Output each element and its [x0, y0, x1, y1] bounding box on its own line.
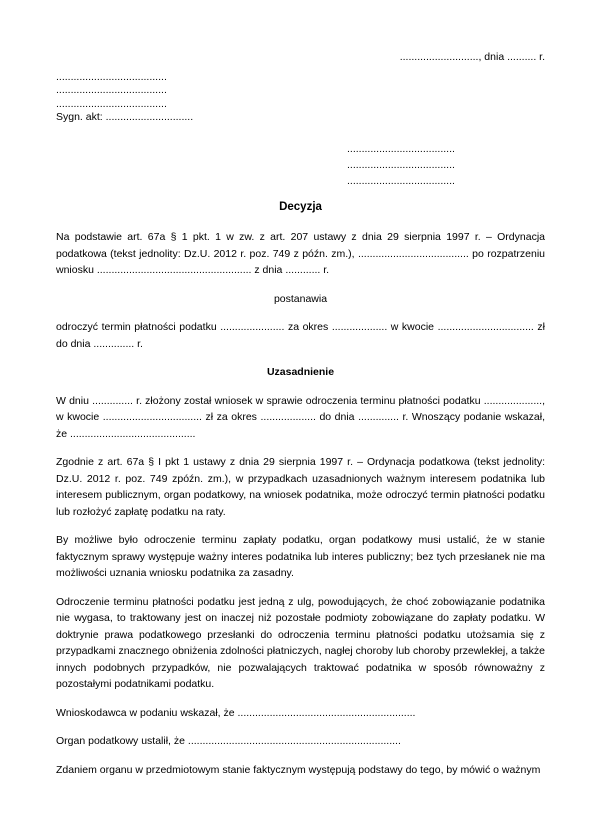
- paragraph-authority-finding: Organ podatkowy ustalił, że .........................................................................: [56, 735, 401, 747]
- sender-fill-line: ......................................: [56, 84, 167, 96]
- document-title: Decyzja: [279, 200, 322, 213]
- recipient-fill-line: .....................................: [347, 174, 455, 187]
- paragraph-conditions: By możliwe było odroczenie terminu zapłaty podatku, organ podatkowy musi ustalić, że w stanie faktycznym sprawy występuje ważny interes podatnika lub interes publiczny; bez tych przesłanek nie ma możliwości uznania wniosku podatnika za zasadny.: [56, 534, 545, 579]
- case-reference: Sygn. akt: ..............................: [56, 111, 194, 123]
- paragraph-legal-explanation: Zgodnie z art. 67a § I pkt 1 ustawy z dnia 29 sierpnia 1997 r. – Ordynacja podatkowa (tekst jednolity: Dz.U. 2012 r. poz. 749 zpóźn. zm.), w przypadkach uzasadnionych ważnym interesem podatnika lub interesem publicznym, organ podatkowy, na wniosek podatnika, może odroczyć termin płatności podatku lub rozłożyć zapłatę podatku na raty.: [56, 456, 545, 518]
- recipient-block: [347, 141, 545, 189]
- paragraph-legal-basis: Na podstawie art. 67a § 1 pkt. 1 w zw. z art. 207 ustawy z dnia 29 sierpnia 1997 r. – Ordynacja podatkowa (tekst jednolity: Dz.U. 2012 r. poz. 749 z późn. zm.), ...................................... po rozpatrzeniu wniosku ..................................................... z dnia ............ r.: [56, 231, 545, 276]
- resolves-heading: postanawia: [273, 292, 328, 305]
- recipient-fill-line: .....................................: [347, 142, 455, 155]
- sender-fill-line: ......................................: [56, 70, 167, 83]
- sender-fill-line: ......................................: [56, 97, 167, 110]
- paragraph-request-summary: W dniu .............. r. złożony został wniosek w sprawie odroczenia terminu płatności podatku ...................., w kwocie .................................. zł za okres ................... do dnia .............. r. Wnoszący podanie wskazał, że ...........................................: [56, 394, 545, 440]
- justification-heading: Uzasadnienie: [266, 366, 335, 378]
- sender-block: [56, 71, 545, 125]
- paragraph-applicant-claim: Wnioskodawca w podaniu wskazał, że .............................................................: [56, 706, 416, 719]
- paragraph-decision: odroczyć termin płatności podatku ...................... za okres ................... w kwocie ................................. zł do dnia .............. r.: [56, 321, 545, 350]
- paragraph-doctrine: Odroczenie terminu płatności podatku jest jedną z ulg, powodujących, że choć zobowiązanie podatnika nie wygasa, to traktowany jest on inaczej niż pozostałe podmioty zobowiązane do zapłaty podatku. W doktrynie prawa podatkowego przesłanki do odroczenia terminu płatności podatku utożsamia się z przypadkami znacznego obniżenia zdolności płatniczych, nagłej choroby lub choroby przewlekłej, a także innych podobnych przypadków, nie pozwalających traktować podatnika w sposób równoważny z pozostałymi podatnikami podatku.: [56, 595, 545, 690]
- date-line: ..........................., dnia .......... r.: [399, 51, 545, 63]
- recipient-fill-line: .....................................: [347, 158, 455, 171]
- paragraph-final-line: Zdaniem organu w przedmiotowym stanie faktycznym występują podstawy do tego, by mówić o ważnym: [56, 763, 541, 776]
